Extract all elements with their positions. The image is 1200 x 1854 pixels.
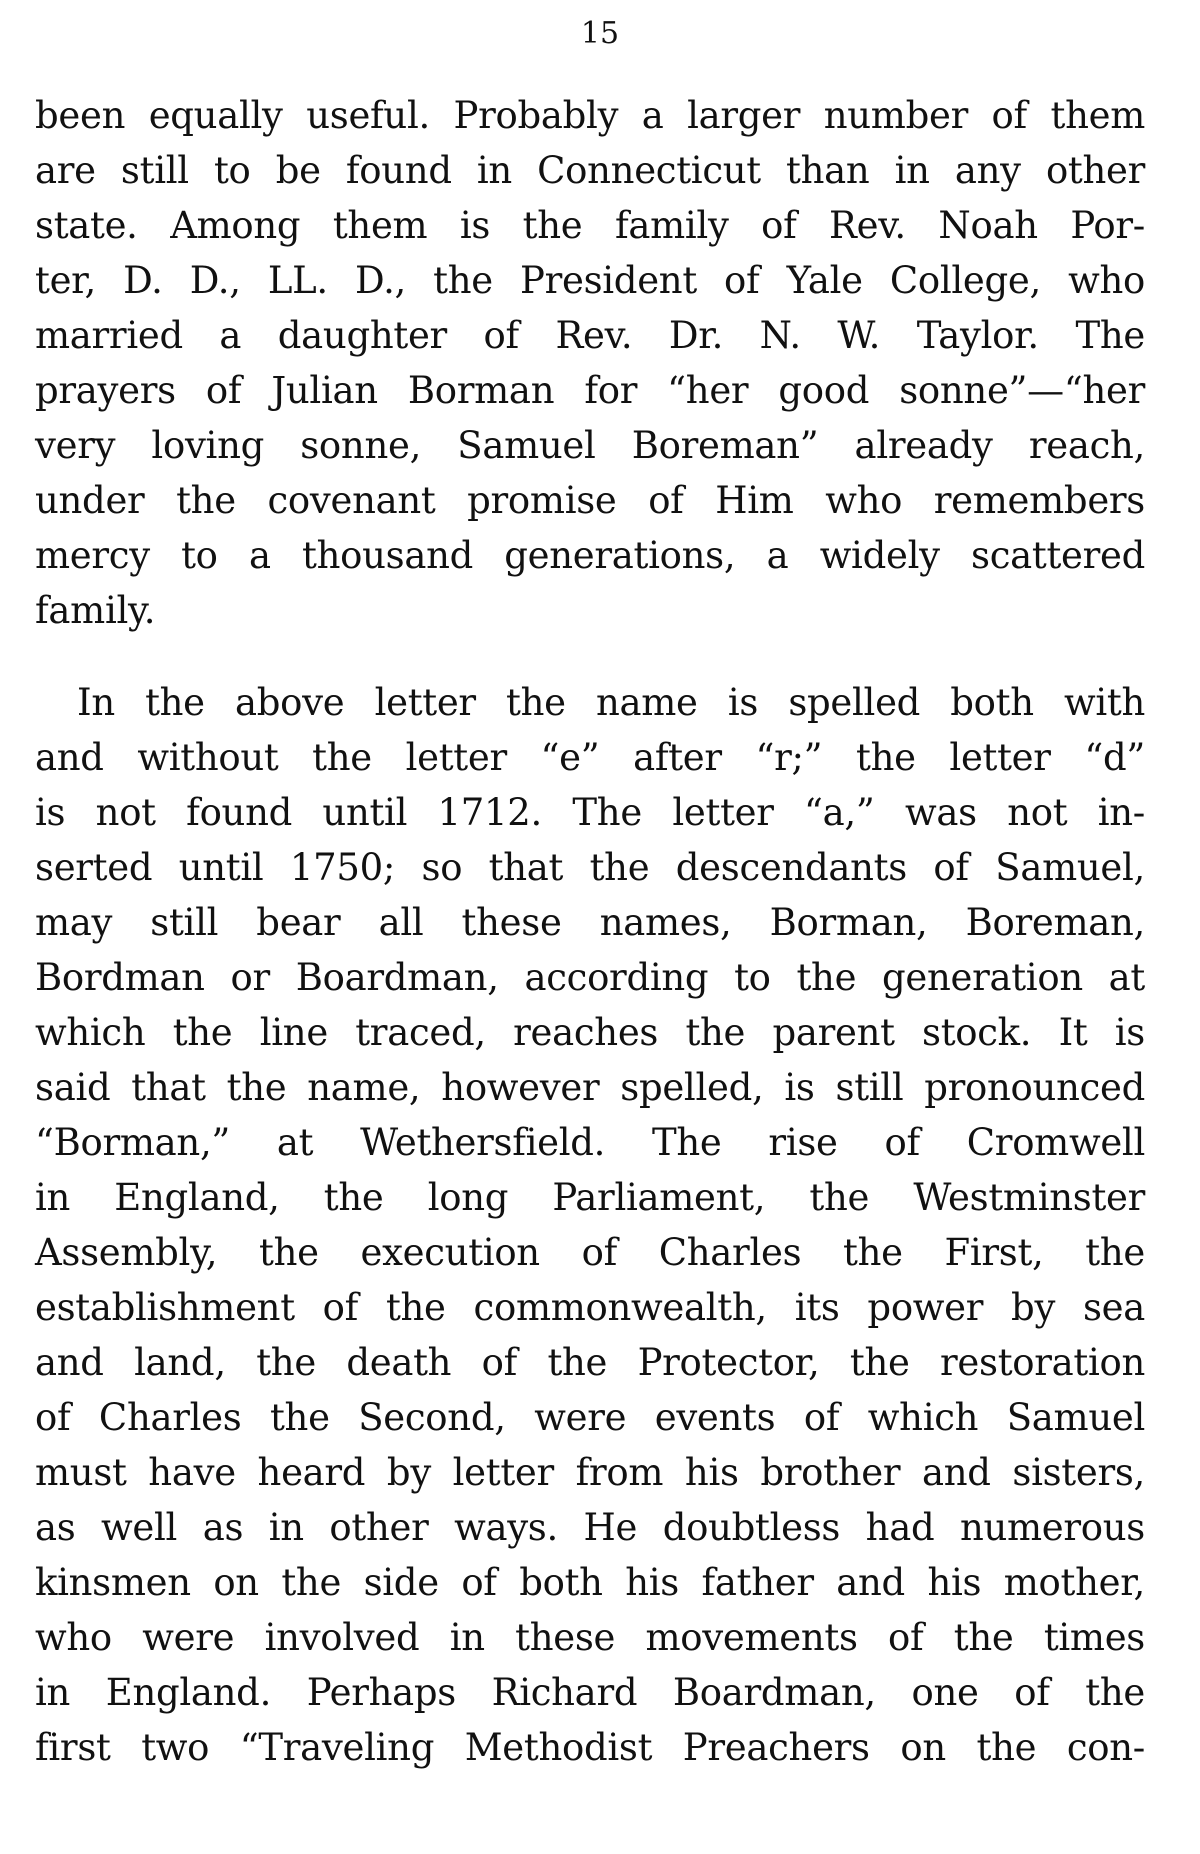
paragraph-2 [35,675,1145,1775]
text-line: serted until 1750; so that the descendants of Samuel, [35,846,1145,889]
text-line: under the covenant promise of Him who remembers [35,479,1145,522]
text-line: must have heard by letter from his brother and sisters, [35,1451,1145,1494]
text-line: kinsmen on the side of both his father and his mother, [35,1561,1145,1604]
text-line: which the line traced, reaches the parent stock. It is [35,1011,1145,1054]
text-line: ter, D. D., LL. D., the President of Yale College, who [35,259,1145,302]
text-line: of Charles the Second, were events of which Samuel [35,1396,1145,1439]
text-line: “Borman,” at Wethersfield. The rise of Cromwell [35,1121,1145,1164]
text-line: said that the name, however spelled, is still pronounced [35,1066,1145,1109]
page-number: 15 [580,16,620,51]
text-line: in England, the long Parliament, the Westminster [35,1176,1145,1219]
text-line: very loving sonne, Samuel Boreman” already reach, [35,424,1145,467]
text-line: in England. Perhaps Richard Boardman, one of the [35,1671,1145,1714]
text-line: mercy to a thousand generations, a widely scattered [35,534,1145,577]
paragraph-1 [35,88,1145,638]
text-line: establishment of the commonwealth, its power by sea [35,1286,1145,1329]
text-line: may still bear all these names, Borman, Boreman, [35,901,1145,944]
text-line: Bordman or Boardman, according to the generation at [35,956,1145,999]
text-line: and land, the death of the Protector, the restoration [35,1341,1145,1384]
text-line: are still to be found in Connecticut than in any other [35,149,1145,192]
text-line: as well as in other ways. He doubtless had numerous [35,1506,1145,1549]
text-line: Assembly, the execution of Charles the First, the [35,1231,1145,1274]
text-line: been equally useful. Probably a larger number of them [35,94,1145,137]
text-line: married a daughter of Rev. Dr. N. W. Taylor. The [35,314,1145,357]
text-line: prayers of Julian Borman for “her good sonne”—“her [35,369,1145,412]
text-line: first two “Traveling Methodist Preachers on the con- [35,1726,1145,1769]
text-line: is not found until 1712. The letter “a,” was not in- [35,791,1145,834]
text-line: who were involved in these movements of the times [35,1616,1145,1659]
text-line: family. [35,589,156,632]
text-line: and without the letter “e” after “r;” the letter “d” [35,736,1145,779]
text-line: In the above letter the name is spelled both with [77,681,1145,724]
text-line: state. Among them is the family of Rev. Noah Por- [35,204,1145,247]
